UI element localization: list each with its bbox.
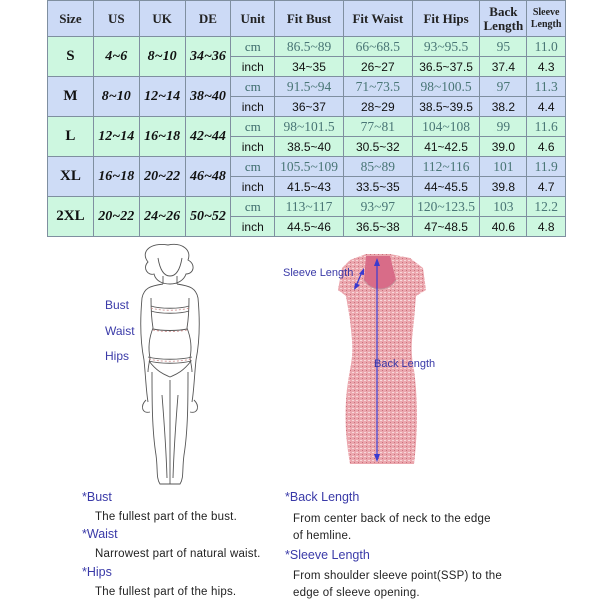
waist-cell: 66~68.5 <box>343 37 412 57</box>
sleeve-cell: 11.3 <box>527 77 566 97</box>
waist-desc-title: *Waist <box>82 527 118 541</box>
sleeve-cell: 11.6 <box>527 117 566 137</box>
size-cell: XL <box>48 157 94 197</box>
bust-desc-title: *Bust <box>82 490 112 504</box>
header-sleeve-length: Sleeve Length <box>527 1 566 37</box>
waist-cell: 71~73.5 <box>343 77 412 97</box>
unit-cell: inch <box>231 177 275 197</box>
hips-cell: 44~45.5 <box>412 177 480 197</box>
bust-label: Bust <box>105 298 130 312</box>
size-cell: L <box>48 117 94 157</box>
bust-desc-text: The fullest part of the bust. <box>95 511 237 523</box>
bust-cell: 86.5~89 <box>275 37 344 57</box>
bust-cell: 41.5~43 <box>275 177 344 197</box>
unit-cell: cm <box>231 197 275 217</box>
hips-cell: 36.5~37.5 <box>412 57 480 77</box>
back-length-label: Back Length <box>374 358 436 370</box>
unit-cell: inch <box>231 97 275 117</box>
header-us: US <box>93 1 139 37</box>
header-de: DE <box>185 1 231 37</box>
back-cell: 37.4 <box>480 57 527 77</box>
us-cell: 20~22 <box>93 197 139 237</box>
waist-cell: 28~29 <box>343 97 412 117</box>
sleeve-length-label: Sleeve Length <box>283 267 354 279</box>
back-cell: 40.6 <box>480 217 527 237</box>
de-cell: 42~44 <box>185 117 231 157</box>
back-cell: 101 <box>480 157 527 177</box>
waist-cell: 77~81 <box>343 117 412 137</box>
header-size: Size <box>48 1 94 37</box>
size-cell: S <box>48 37 94 77</box>
sleeve-cell: 4.3 <box>527 57 566 77</box>
hips-cell: 41~42.5 <box>412 137 480 157</box>
uk-cell: 24~26 <box>139 197 185 237</box>
unit-cell: cm <box>231 77 275 97</box>
back-cell: 97 <box>480 77 527 97</box>
hips-cell: 112~116 <box>412 157 480 177</box>
bust-cell: 98~101.5 <box>275 117 344 137</box>
header-fit-waist: Fit Waist <box>343 1 412 37</box>
header-uk: UK <box>139 1 185 37</box>
sleeve-cell: 4.7 <box>527 177 566 197</box>
sleeve-cell: 11.0 <box>527 37 566 57</box>
size-cell: M <box>48 77 94 117</box>
header-fit-bust: Fit Bust <box>275 1 344 37</box>
uk-cell: 12~14 <box>139 77 185 117</box>
back-length-desc-line1: From center back of neck to the edge <box>293 513 491 525</box>
sleeve-length-desc-title: *Sleeve Length <box>285 548 370 562</box>
header-fit-hips: Fit Hips <box>412 1 480 37</box>
unit-cell: cm <box>231 37 275 57</box>
waist-cell: 33.5~35 <box>343 177 412 197</box>
hips-cell: 104~108 <box>412 117 480 137</box>
hips-cell: 98~100.5 <box>412 77 480 97</box>
us-cell: 16~18 <box>93 157 139 197</box>
back-length-desc-title: *Back Length <box>285 490 360 504</box>
back-cell: 103 <box>480 197 527 217</box>
waist-desc-text: Narrowest part of natural waist. <box>95 548 261 560</box>
back-length-desc-line2: of hemline. <box>293 530 352 542</box>
hips-cell: 47~48.5 <box>412 217 480 237</box>
us-cell: 4~6 <box>93 37 139 77</box>
bust-cell: 91.5~94 <box>275 77 344 97</box>
uk-cell: 8~10 <box>139 37 185 77</box>
hips-cell: 38.5~39.5 <box>412 97 480 117</box>
back-cell: 39.0 <box>480 137 527 157</box>
bust-cell: 105.5~109 <box>275 157 344 177</box>
waist-cell: 85~89 <box>343 157 412 177</box>
back-cell: 99 <box>480 117 527 137</box>
sleeve-length-desc-line2: edge of sleeve opening. <box>293 587 420 599</box>
unit-cell: inch <box>231 57 275 77</box>
header-unit: Unit <box>231 1 275 37</box>
de-cell: 50~52 <box>185 197 231 237</box>
bust-cell: 113~117 <box>275 197 344 217</box>
sleeve-cell: 4.6 <box>527 137 566 157</box>
back-cell: 39.8 <box>480 177 527 197</box>
hips-desc-text: The fullest part of the hips. <box>95 586 237 598</box>
de-cell: 46~48 <box>185 157 231 197</box>
de-cell: 38~40 <box>185 77 231 117</box>
uk-cell: 20~22 <box>139 157 185 197</box>
de-cell: 34~36 <box>185 37 231 77</box>
unit-cell: inch <box>231 217 275 237</box>
hips-cell: 120~123.5 <box>412 197 480 217</box>
sleeve-cell: 11.9 <box>527 157 566 177</box>
bust-cell: 34~35 <box>275 57 344 77</box>
us-cell: 8~10 <box>93 77 139 117</box>
sleeve-cell: 4.8 <box>527 217 566 237</box>
bust-cell: 44.5~46 <box>275 217 344 237</box>
unit-cell: inch <box>231 137 275 157</box>
unit-cell: cm <box>231 157 275 177</box>
waist-label: Waist <box>105 324 135 338</box>
header-back-length: Back Length <box>480 1 527 37</box>
waist-cell: 26~27 <box>343 57 412 77</box>
sleeve-cell: 12.2 <box>527 197 566 217</box>
us-cell: 12~14 <box>93 117 139 157</box>
sleeve-cell: 4.4 <box>527 97 566 117</box>
bust-cell: 38.5~40 <box>275 137 344 157</box>
hips-desc-title: *Hips <box>82 565 112 579</box>
waist-cell: 30.5~32 <box>343 137 412 157</box>
hips-label: Hips <box>105 349 130 363</box>
uk-cell: 16~18 <box>139 117 185 157</box>
unit-cell: cm <box>231 117 275 137</box>
size-cell: 2XL <box>48 197 94 237</box>
sleeve-length-desc-line1: From shoulder sleeve point(SSP) to the <box>293 570 502 582</box>
waist-cell: 36.5~38 <box>343 217 412 237</box>
back-cell: 95 <box>480 37 527 57</box>
back-cell: 38.2 <box>480 97 527 117</box>
bust-cell: 36~37 <box>275 97 344 117</box>
hips-cell: 93~95.5 <box>412 37 480 57</box>
waist-cell: 93~97 <box>343 197 412 217</box>
